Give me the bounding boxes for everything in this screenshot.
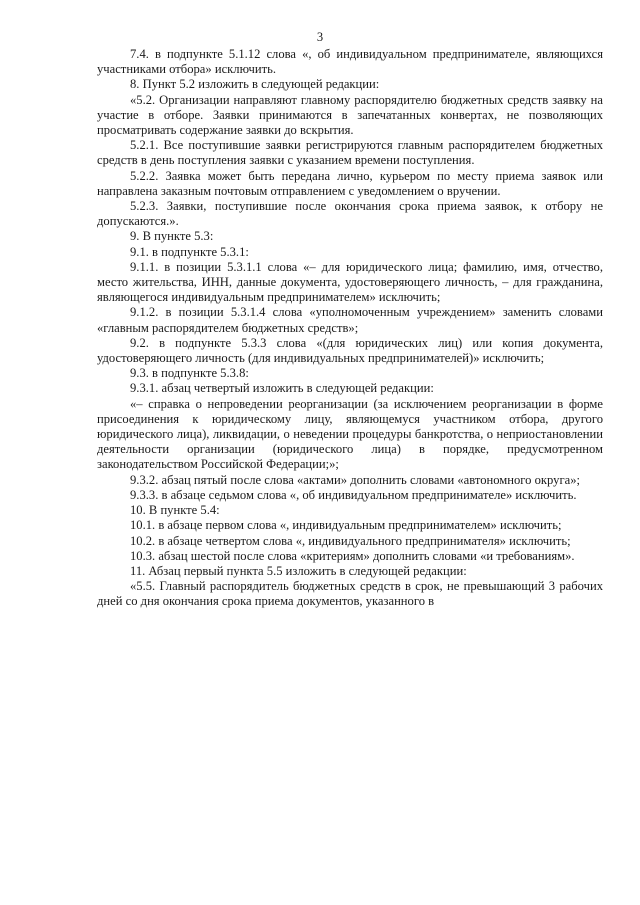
paragraph: «– справка о непроведении реорганизации (за исключением реорганизации в форме присоединения к юридическому лицу, являющемуся участником отбора, другого юридического лица), ликвидации, о неведении процедуры банкротства, о неприостановлении деятельности организации (юридического лица) в порядке, предусмотренном законодательством Российской Федерации;»; xyxy=(97,396,603,472)
paragraph: 9.3. в подпункте 5.3.8: xyxy=(130,366,249,381)
paragraph: 9.2. в подпункте 5.3.3 слова «(для юридических лиц) или копия документа, удостоверяющего личность (для индивидуальных предпринимателей)» исключить; xyxy=(97,335,603,366)
paragraph: «5.5. Главный распорядитель бюджетных средств в срок, не превышающий 3 рабочих дней со дня окончания срока приема документов, указанного в xyxy=(97,579,603,609)
paragraph: 9.1. в подпункте 5.3.1: xyxy=(130,244,249,259)
paragraph: 9.3.2. абзац пятый после слова «актами» дополнить словами «автономного округа»; xyxy=(130,472,580,487)
page-number: 3 xyxy=(316,30,324,44)
paragraph: 10.3. абзац шестой после слова «критериям» дополнить словами «и требованиям». xyxy=(130,548,575,563)
paragraph: 9.1.2. в позиции 5.3.1.4 слова «уполномоченным учреждением» заменить словами «главным распорядителем бюджетных средств»; xyxy=(97,305,603,335)
paragraph: 9.1.1. в позиции 5.3.1.1 слова «– для юридического лица; фамилию, имя, отчество, место жительства, ИНН, данные документа, удостоверяющего личность, – для гражданина, являющегося индивидуальным предпринимателем» исключить; xyxy=(97,259,603,305)
paragraph: 5.2.1. Все поступившие заявки регистрируются главным распорядителем бюджетных средств в день поступления заявки с указанием времени поступления. xyxy=(97,138,603,168)
paragraph: 7.4. в подпункте 5.1.12 слова «, об индивидуальном предпринимателе, являющихся участниками отбора» исключить. xyxy=(97,47,603,77)
paragraph: 9.3.1. абзац четвертый изложить в следующей редакции: xyxy=(130,381,434,396)
document-body xyxy=(97,47,603,610)
paragraph: 8. Пункт 5.2 изложить в следующей редакции: xyxy=(130,77,380,92)
paragraph: 9.3.3. в абзаце седьмом слова «, об индивидуальном предпринимателе» исключить. xyxy=(130,487,577,502)
paragraph: 5.2.3. Заявки, поступившие после окончания срока приема заявок, к отбору не допускаются.». xyxy=(97,199,603,229)
paragraph: 9. В пункте 5.3: xyxy=(130,229,214,244)
paragraph: 10. В пункте 5.4: xyxy=(130,503,220,518)
paragraph: «5.2. Организации направляют главному распорядителю бюджетных средств заявку на участие в отборе. Заявки принимаются в запечатанных конвертах, не позволяющих просматривать содержание заявки до вскрытия. xyxy=(97,92,603,138)
paragraph: 5.2.2. Заявка может быть передана лично, курьером по месту приема заявок или направлена заказным почтовым отправлением с уведомлением о вручении. xyxy=(97,168,603,198)
paragraph: 10.2. в абзаце четвертом слова «, индивидуального предпринимателя» исключить; xyxy=(130,533,571,548)
paragraph: 10.1. в абзаце первом слова «, индивидуальным предпринимателем» исключить; xyxy=(130,518,562,533)
paragraph: 11. Абзац первый пункта 5.5 изложить в следующей редакции: xyxy=(130,563,467,578)
